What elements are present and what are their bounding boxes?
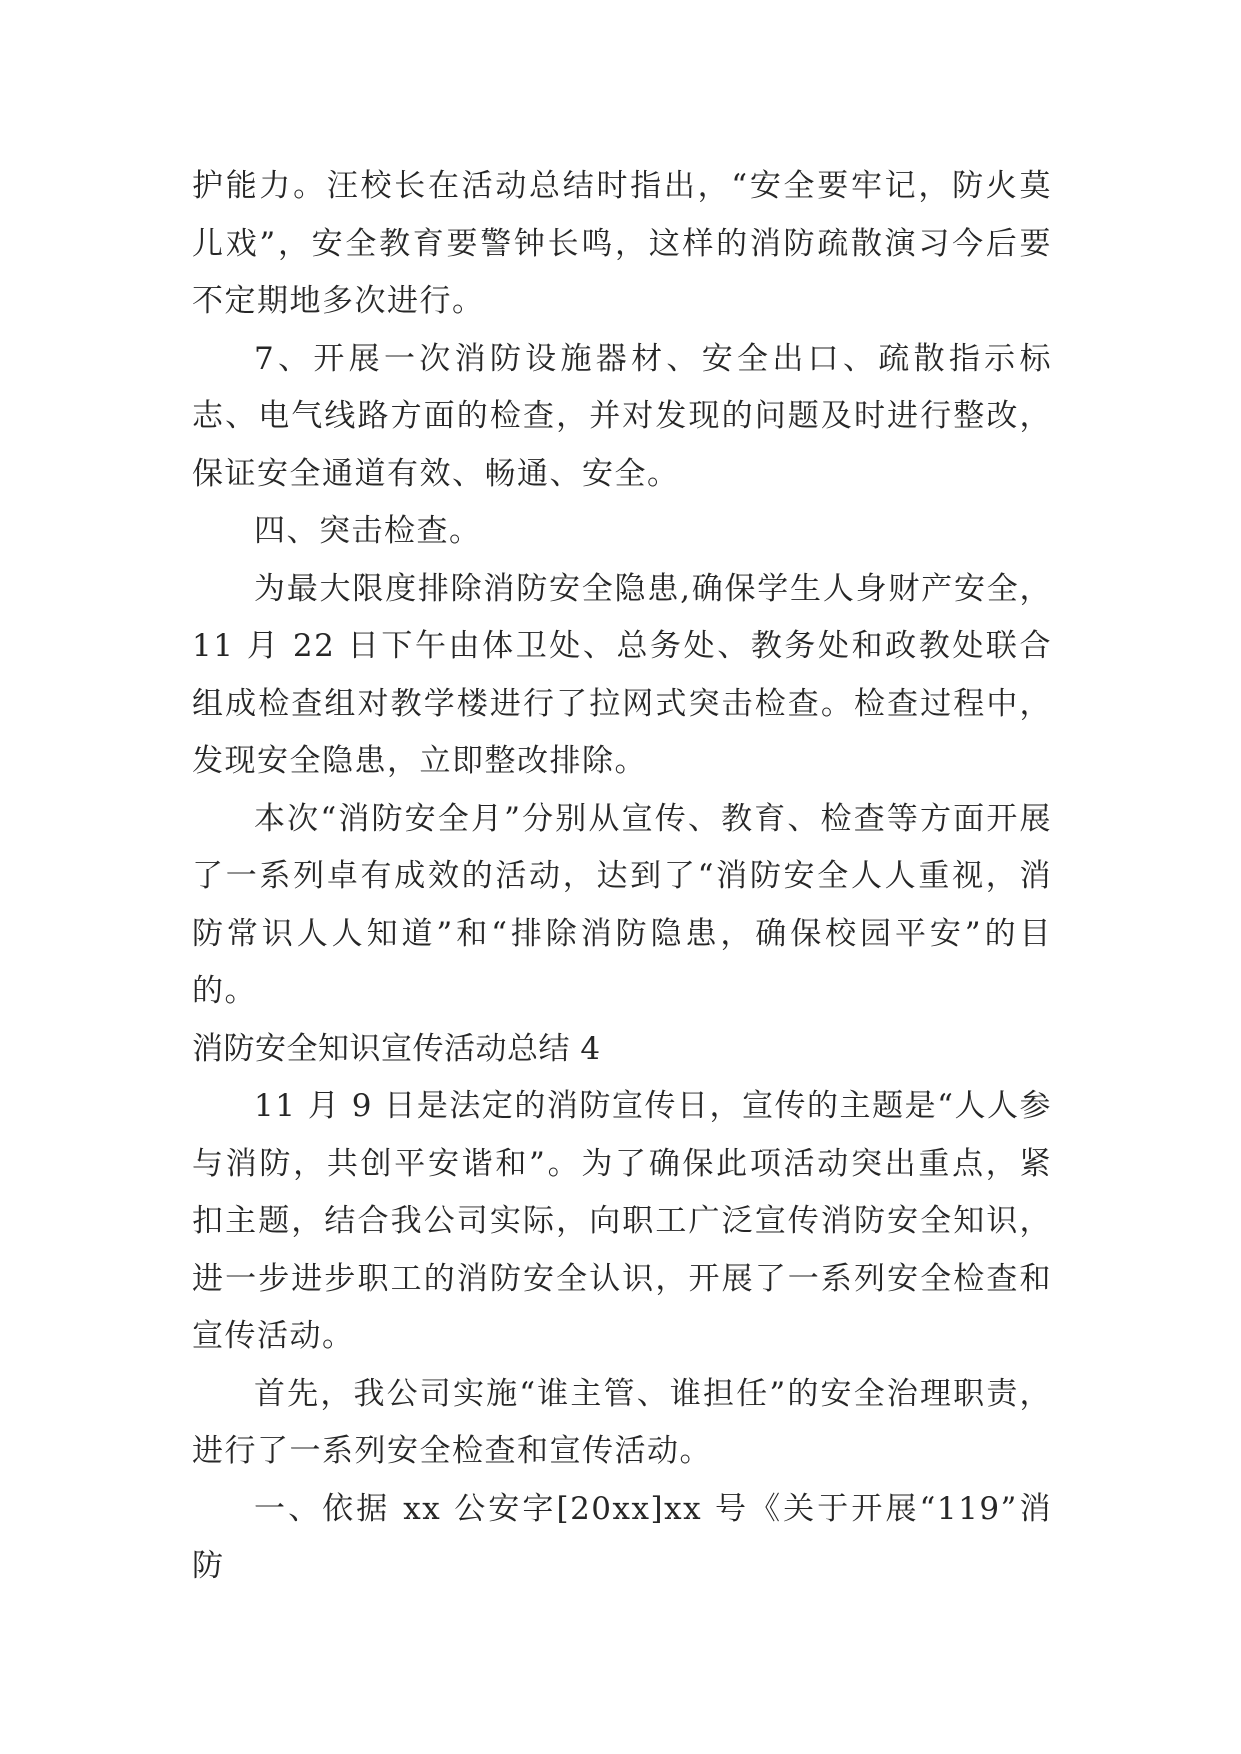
section-heading-surprise-inspection: 四、突击检查。: [254, 513, 482, 549]
paragraph-item-7: 7、开展一次消防设施器材、安全出口、疏散指示标志、电气线路方面的检查，并对发现的问题及时进行整改，保证安全通道有效、畅通、安全。: [192, 340, 1052, 492]
document-section-title: 消防安全知识宣传活动总结 4: [192, 1030, 601, 1067]
paragraph-continuation: 护能力。汪校长在活动总结时指出，“安全要牢记，防火莫儿戏”，安全教育要警钟长鸣，这样的消防疏散演习今后要不定期地多次进行。: [192, 168, 1052, 319]
paragraph-responsibility: 首先，我公司实施“谁主管、谁担任”的安全治理职责，进行了一系列安全检查和宣传活动。: [192, 1375, 1052, 1469]
paragraph-fire-day-intro: 11 月 9 日是法定的消防宣传日，宣传的主题是“人人参与消防，共创平安谐和”。为了确保此项活动突出重点，紧扣主题，结合我公司实际，向职工广泛宣传消防安全知识，进一步进步职工的消防安全认识，开展了一系列安全检查和宣传活动。: [192, 1088, 1052, 1354]
paragraph-summary: 本次“消防安全月”分别从宣传、教育、检查等方面开展了一系列卓有成效的活动，达到了“消防安全人人重视，消防常识人人知道”和“排除消防隐患，确保校园平安”的目的。: [192, 800, 1052, 1009]
paragraph-item-one: 一、依据 xx 公安字[20xx]xx 号《关于开展“119”消防: [192, 1490, 1052, 1584]
paragraph-inspection-details: 为最大限度排除消防安全隐患,确保学生人身财产安全，11 月 22 日下午由体卫处、总务处、教务处和政教处联合组成检查组对教学楼进行了拉网式突击检查。检查过程中，发现安全隐患，立即整改排除。: [192, 570, 1052, 779]
document-body: [192, 158, 1052, 1596]
